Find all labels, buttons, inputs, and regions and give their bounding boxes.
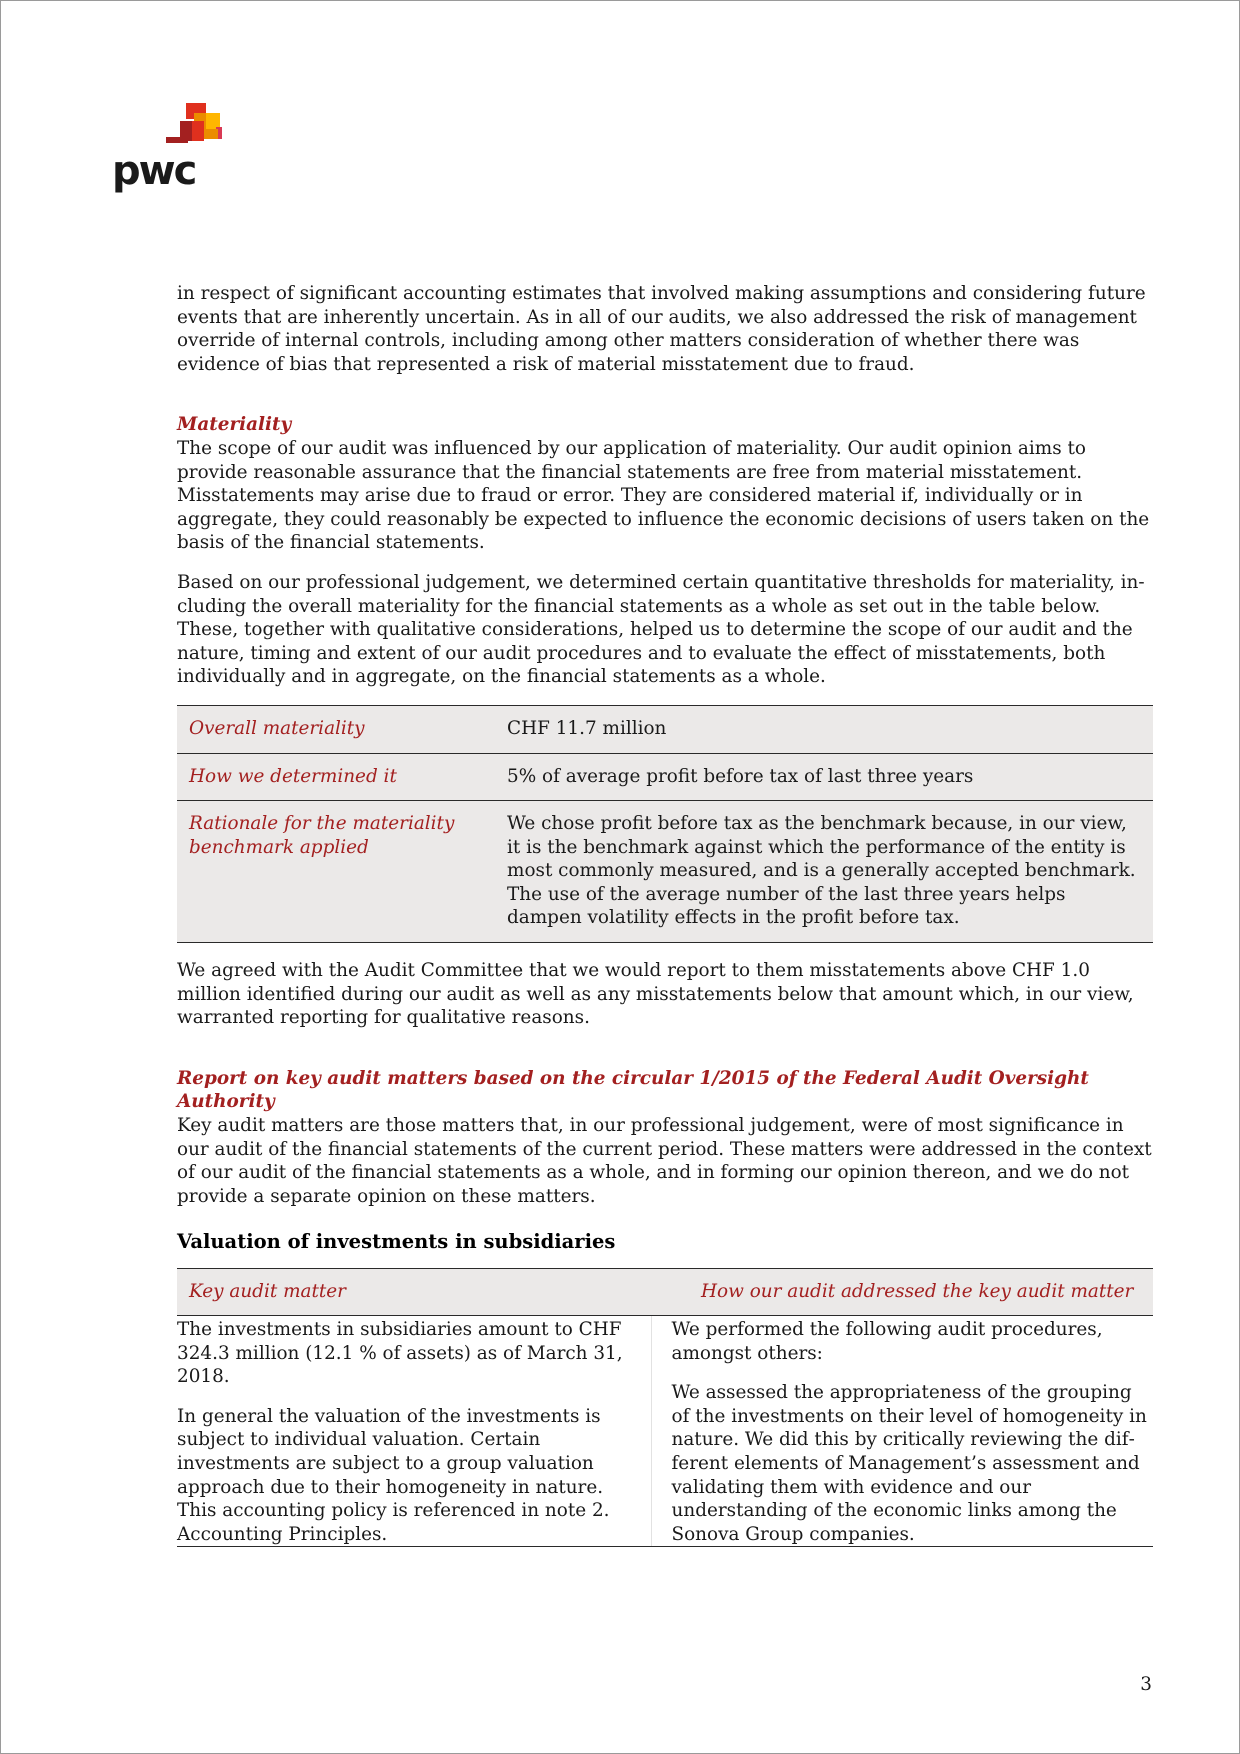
column-header-key-audit-matter: Key audit matter [177, 1269, 651, 1316]
report-body [177, 282, 1153, 1547]
materiality-table [177, 705, 1153, 943]
table-label: How we determined it [177, 753, 507, 801]
page-number: 3 [1140, 1674, 1152, 1695]
column-header-audit-response: How our audit addressed the key audit matter [651, 1269, 1153, 1316]
table-row [177, 753, 1153, 801]
table-row [177, 801, 1153, 943]
pwc-logo-text: pwc [112, 148, 196, 194]
materiality-paragraph-3: We agreed with the Audit Committee that we would report to them misstatements above CHF 1.0 million identified during our audit as well as any misstatements below that amount which, in our view, warranted reporting for qualitative reasons. [177, 960, 1134, 1029]
table-label: Rationale for the materiality benchmark applied [177, 801, 507, 943]
audit-response-cell [651, 1316, 1153, 1547]
valuation-subheading: Valuation of investments in subsidiaries [177, 1230, 616, 1254]
table-row [177, 705, 1153, 753]
kam-right-paragraph-1: We performed the following audit procedures, amongst others: [671, 1319, 1103, 1364]
kam-right-paragraph-2: We assessed the appropriateness of the grouping of the investments on their level of homogeneity in nature. We did this by critically reviewing the different elements of Management’s assessment and validating them with evidence and our understanding of the economic links among the Sonova Group companies. [671, 1382, 1147, 1545]
kam-left-paragraph-2: In general the valuation of the investments is subject to individual valuation. Certain investments are subject to a group valuation approach due to their homogeneity in nature. This accounting policy is referenced in note 2. Accounting Principles. [177, 1405, 610, 1545]
key-audit-matters-paragraph: Key audit matters are those matters that, in our professional judgement, were of most significance in our audit of the financial statements of the current period. These matters were addressed in the context of our audit of the financial statements as a whole, and in forming our opinion thereon, and we do not provide a separate opinion on these matters. [177, 1115, 1152, 1207]
pwc-logo [112, 103, 234, 195]
table-header-row [177, 1269, 1153, 1316]
materiality-paragraph-1: The scope of our audit was influenced by our application of materiality. Our audit opinion aims to provide reasonable assurance that the financial statements are free from material misstatement. Misstatements may arise due to fraud or error. They are considered material if, individually or in aggregate, they could reasonably be expected to influence the economic decisions of users taken on the basis of the financial statements. [177, 437, 1150, 554]
table-label: Overall materiality [177, 705, 507, 753]
kam-left-paragraph-1: The investments in subsidiaries amount to CHF 324.3 million (12.1 % of assets) as of March 31, 2018. [177, 1319, 623, 1388]
table-row [177, 1316, 1153, 1547]
table-value: 5% of average profit before tax of last three years [507, 753, 1153, 801]
intro-paragraph: in respect of significant accounting estimates that involved making assumptions and considering future events that are inherently uncertain. As in all of our audits, we also addressed the risk of management override of internal controls, including among other matters consideration of whether there was evidence of bias that represented a risk of material misstatement due to fraud. [177, 283, 1146, 375]
key-audit-matter-cell [177, 1316, 651, 1547]
table-value: CHF 11.7 million [507, 705, 1153, 753]
pwc-logo-mark [166, 103, 232, 149]
table-value: We chose profit before tax as the benchmark because, in our view, it is the benchmark against which the performance of the entity is most commonly measured, and is a generally accepted benchmark. The use of the average number of the last three years helps dampen volatility effects in the profit before tax. [507, 801, 1153, 943]
materiality-paragraph-2: Based on our professional judgement, we determined certain quantitative thresholds for materiality, including the overall materiality for the financial statements as a whole as set out in the table below. These, together with qualitative considerations, helped us to determine the scope of our audit and the nature, timing and extent of our audit procedures and to evaluate the effect of misstatements, both individually and in aggregate, on the financial statements as a whole. [177, 571, 1145, 688]
materiality-heading: Materiality [177, 414, 292, 436]
key-audit-matters-heading: Report on key audit matters based on the circular 1/2015 of the Federal Audit Oversight Authority [177, 1067, 1089, 1113]
key-audit-matter-table [177, 1268, 1153, 1547]
